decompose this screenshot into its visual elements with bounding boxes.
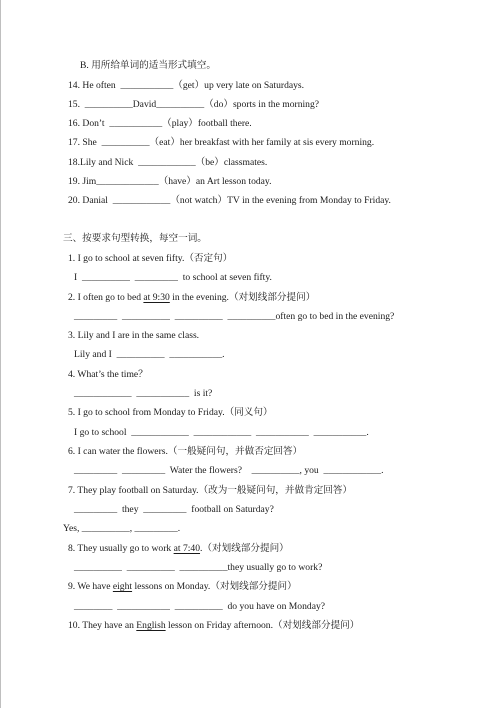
- question-5-answer-line: I go to school ____________ ____________ ___________ ___________.: [74, 427, 369, 438]
- question-15: 15. __________David__________（do）sports in the morning?: [68, 99, 320, 110]
- question-7-answer-line: _________ they _________ football on Saturday?: [74, 504, 274, 515]
- question-10: 10. They have an English lesson on Friday afternoon.（对划线部分提问）: [68, 620, 360, 631]
- question-3-answer-line: Lily and I __________ ___________.: [74, 349, 225, 360]
- question-3: 3. Lily and I are in the same class.: [68, 330, 200, 341]
- question-8-answer-line: __________ __________ __________they usually go to work?: [74, 562, 323, 573]
- section-3-heading: 三、按要求句型转换，每空一词。: [63, 233, 207, 244]
- question-1-answer-line: I __________ _________ to school at seven fifty.: [74, 272, 272, 283]
- question-8: 8. They usually go to work at 7:40.（对划线部分提问）: [68, 543, 289, 554]
- page-left-border: [0, 0, 1, 708]
- question-19: 19. Jim_____________（have）an Art lesson today.: [68, 176, 272, 187]
- question-16: 16. Don’t ___________（play）football there.: [68, 118, 252, 129]
- question-5: 5. I go to school from Monday to Friday.（同义句）: [68, 407, 273, 418]
- question-7: 7. They play football on Saturday.（改为一般疑问句，并做肯定回答）: [68, 485, 353, 496]
- question-4: 4. What’s the time？: [68, 369, 148, 380]
- question-2-answer-line: _________ __________ __________ __________often go to bed in the evening?: [74, 311, 395, 322]
- question-20: 20. Danial ____________（not watch）TV in the evening from Monday to Friday.: [68, 195, 391, 206]
- question-6: 6. I can water the flowers.（一般疑问句，并做否定回答）: [68, 446, 303, 457]
- question-4-answer-line: ____________ ___________ is it?: [74, 388, 213, 399]
- question-6-answer-line: _________ _________ Water the flowers? __________, you ____________.: [74, 465, 384, 476]
- section-b-heading: B. 用所给单词的适当形式填空。: [80, 60, 216, 71]
- question-7-answer-line-2: Yes, __________, _________.: [63, 523, 181, 534]
- question-9: 9. We have eight lessons on Monday.（对划线部分提问）: [68, 581, 297, 592]
- question-14: 14. He often ___________（get）up very late on Saturdays.: [68, 80, 305, 91]
- question-1: 1. I go to school at seven fifty.（否定句）: [68, 253, 233, 264]
- question-9-answer-line: ________ ___________ __________ do you have on Monday?: [74, 601, 326, 612]
- question-18: 18.Lily and Nick ____________（be）classmates.: [68, 157, 268, 168]
- question-2: 2. I often go to bed at 9:30 in the evening.（对划线部分提问）: [68, 292, 316, 303]
- question-17: 17. She __________（eat）her breakfast with her family at sis every morning.: [68, 137, 375, 148]
